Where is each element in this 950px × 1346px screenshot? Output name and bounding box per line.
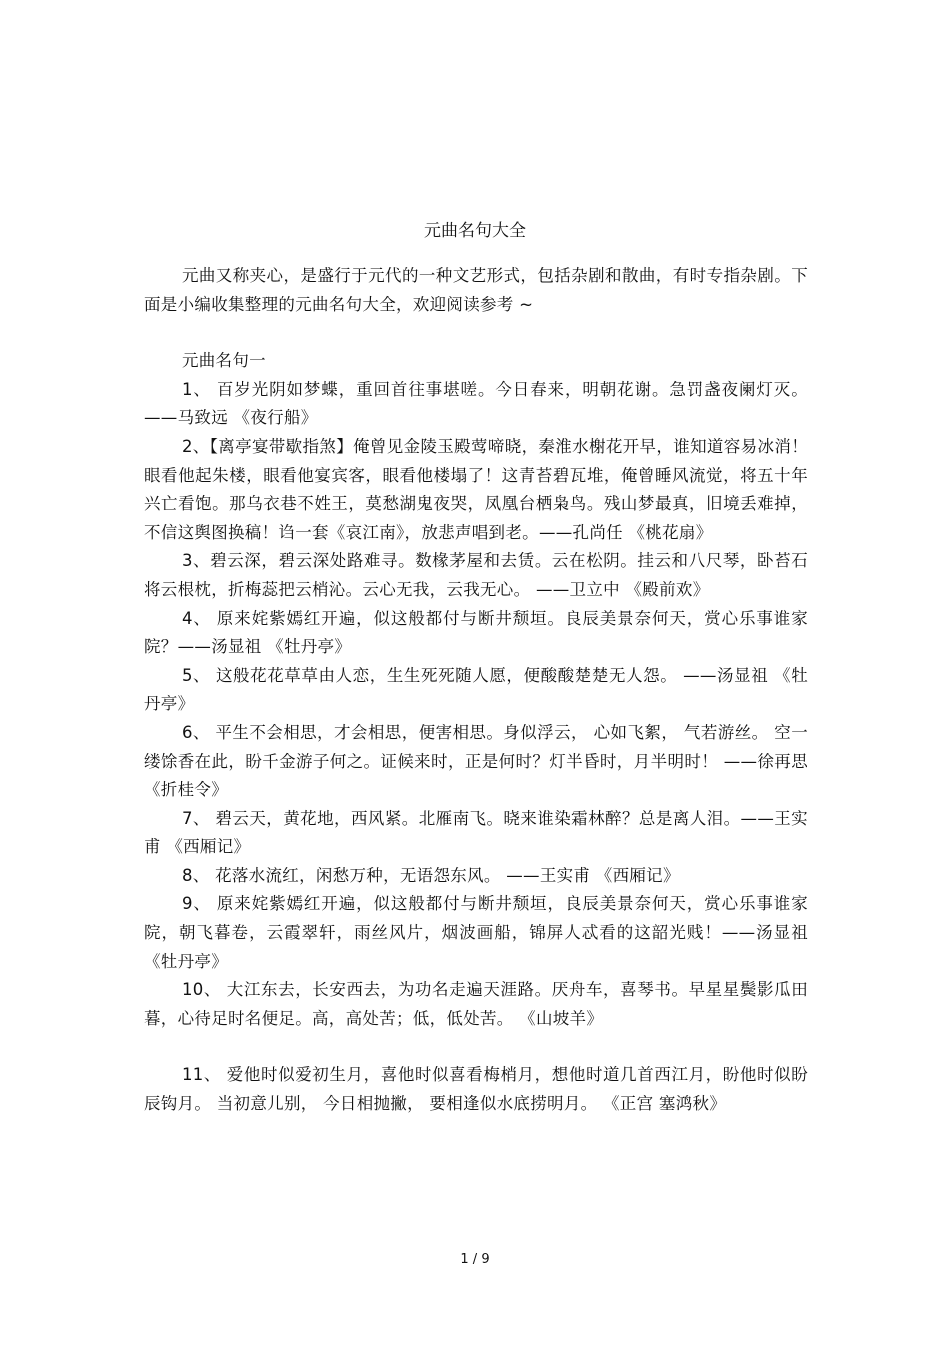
quote-item-9: 9、 原来姹紫嫣红开遍，似这般都付与断井颓垣，良辰美景奈何天，赏心乐事谁家院，朝飞暮卷，云霞翠轩，雨丝风片，烟波画船，锦屏人忒看的这韶光贱！——汤显祖 《牡丹亭》 bbox=[144, 894, 808, 971]
quote-item-2: 2、【离亭宴带歇指煞】俺曾见金陵玉殿莺啼晓，秦淮水榭花开早，谁知道容易冰消！眼看他起朱楼，眼看他宴宾客，眼看他楼塌了！这青苔碧瓦堆，俺曾睡风流觉，将五十年兴亡看饱。那乌衣巷不姓王，莫愁湖鬼夜哭，凤凰台栖枭鸟。残山梦最真，旧境丢难掉，不信这舆图换稿！诌一套《哀江南》，放悲声唱到老。——孔尚任 《桃花扇》 bbox=[144, 436, 808, 542]
quote-item-6: 6、 平生不会相思，才会相思，便害相思。身似浮云， 心如飞絮， 气若游丝。 空一缕馀香在此，盼千金游子何之。证候来时，正是何时？灯半昏时，月半明时！ ——徐再思 《折桂令》 bbox=[144, 722, 808, 800]
document-title: 元曲名句大全 bbox=[424, 221, 526, 241]
section-heading: 元曲名句一 bbox=[181, 351, 266, 371]
quote-item-5: 5、 这般花花草草由人恋，生生死死随人愿，便酸酸楚楚无人怨。 ——汤显祖 《牡丹亭》 bbox=[144, 665, 808, 714]
quote-item-7: 7、 碧云天，黄花地，西风紧。北雁南飞。晓来谁染霜林醉？总是离人泪。——王实甫 《西厢记》 bbox=[144, 808, 808, 857]
intro-paragraph: 元曲又称夹心，是盛行于元代的一种文艺形式，包括杂剧和散曲，有时专指杂剧。下面是小编收集整理的元曲名句大全，欢迎阅读参考 ~ bbox=[144, 266, 808, 314]
page-number: 1 / 9 bbox=[460, 1252, 490, 1267]
quote-item-8: 8、 花落水流红，闲愁万种，无语怨东风。 ——王实甫 《西厢记》 bbox=[181, 865, 680, 885]
quote-item-4: 4、 原来姹紫嫣红开遍，似这般都付与断井颓垣。良辰美景奈何天，赏心乐事谁家院？——汤显祖 《牡丹亭》 bbox=[144, 608, 808, 657]
quote-item-3: 3、碧云深，碧云深处路难寻。数椽茅屋和去赁。云在松阴。挂云和八尺琴，卧苔石将云根枕，折梅蕊把云梢沁。云心无我，云我无心。 ——卫立中 《殿前欢》 bbox=[144, 551, 808, 599]
quote-item-1: 1、 百岁光阴如梦蝶，重回首往事堪嗟。今日春来，明朝花谢。急罚盏夜阑灯灭。 ——马致远 《夜行船》 bbox=[144, 379, 808, 428]
quote-item-11: 11、 爱他时似爱初生月，喜他时似喜看梅梢月，想他时道几首西江月，盼他时似盼辰钩月。 当初意儿别， 今日相抛撇， 要相逢似水底捞明月。 《正宫 塞鸿秋》 bbox=[144, 1065, 808, 1114]
quote-item-10: 10、 大江东去，长安西去，为功名走遍天涯路。厌舟车，喜琴书。早星星鬓影瓜田暮，心待足时名便足。高，高处苦；低，低处苦。 《山坡羊》 bbox=[144, 980, 808, 1028]
document-body bbox=[144, 262, 808, 1119]
